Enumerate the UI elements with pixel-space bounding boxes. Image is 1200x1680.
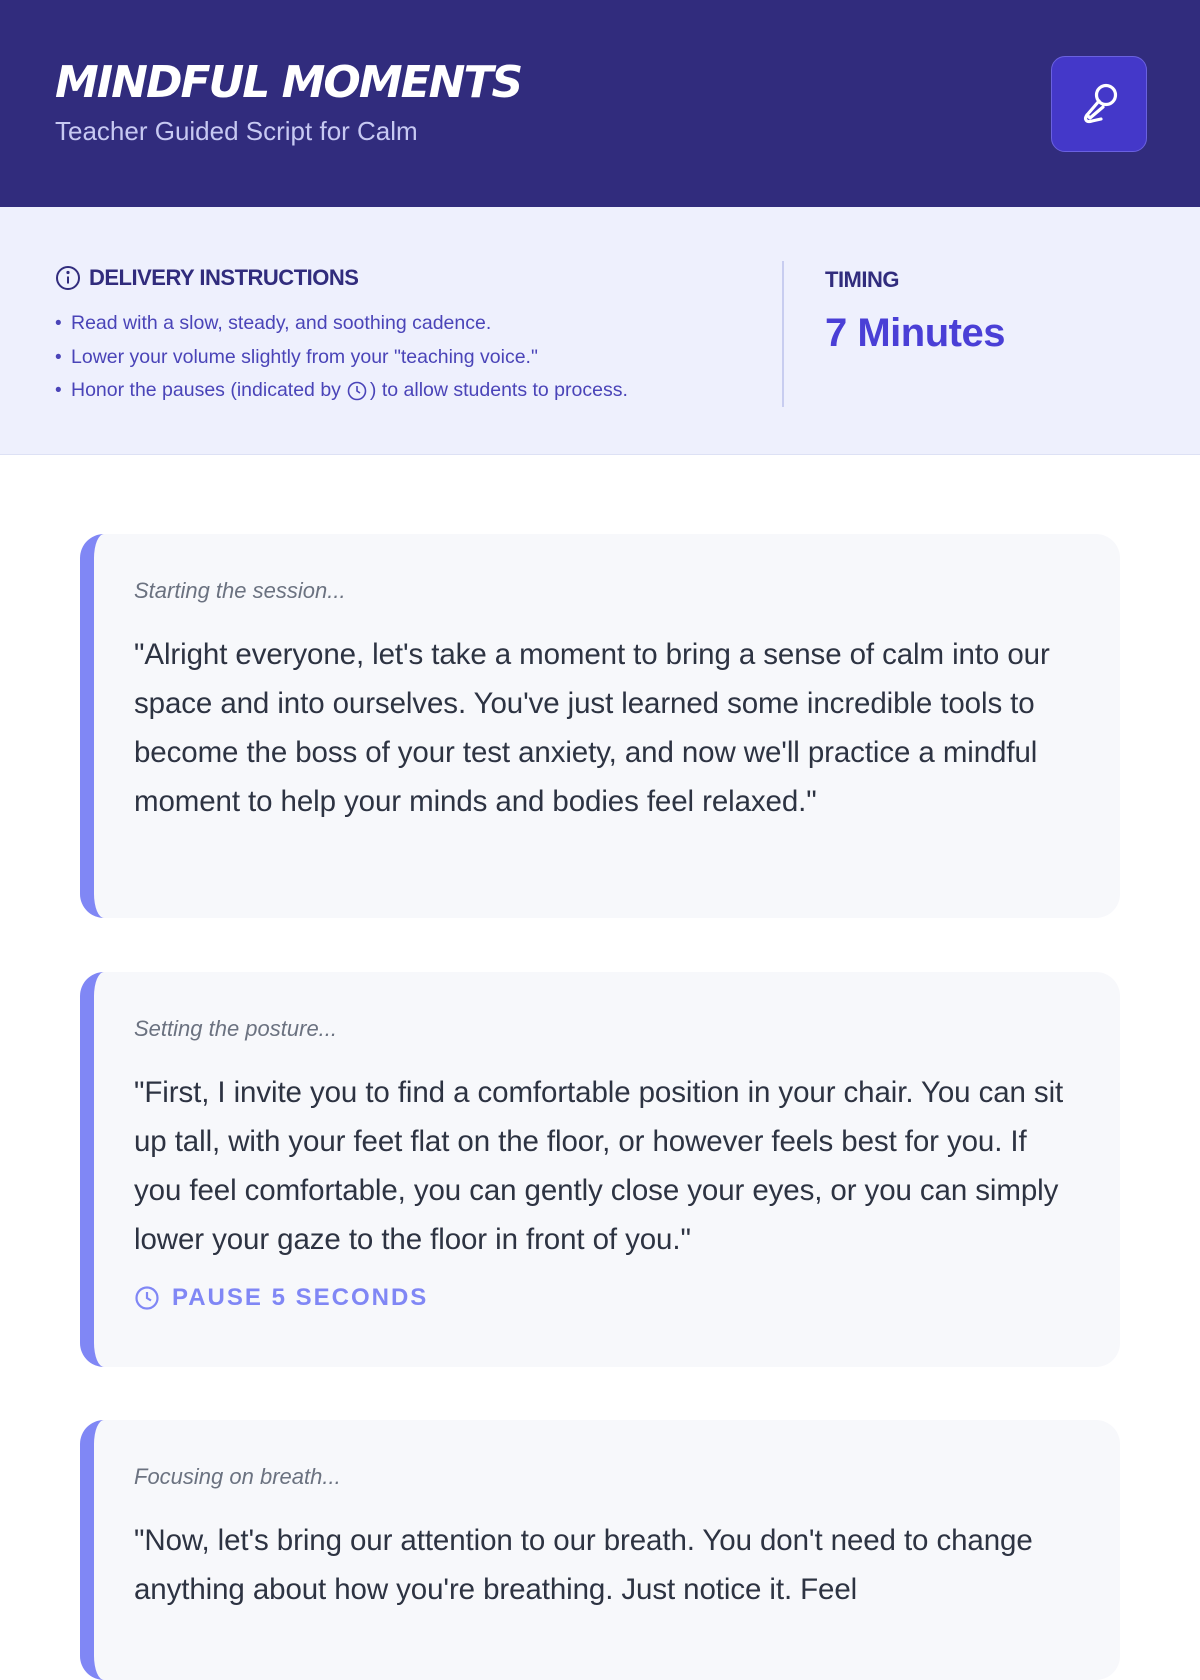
delivery-instructions-heading (55, 265, 358, 291)
pause-text: PAUSE 5 SECONDS (172, 1284, 429, 1311)
microphone-button[interactable] (1051, 56, 1147, 152)
card-text: "First, I invite you to find a comfortable position in your chair. You can sit up tall, with your feet flat on the floor, or however feels best for you. If you feel comfortable, you can gently close your eyes, or you can simply lower your gaze to the floor in front of you." (134, 1076, 1064, 1256)
list-item: • Honor the pauses (indicated by ) to allow students to process. (55, 379, 628, 401)
delivery-list (55, 307, 628, 408)
script-card (80, 534, 1120, 918)
divider (782, 261, 784, 407)
card-label: Starting the session... (134, 578, 346, 603)
clock-icon (346, 380, 368, 402)
card-label: Setting the posture... (134, 1016, 338, 1041)
clock-icon (134, 1285, 160, 1311)
page-subtitle: Teacher Guided Script for Calm (55, 116, 418, 146)
timing-value: 7 Minutes (825, 311, 1005, 355)
instructions-panel (0, 207, 1200, 455)
delivery-heading-text: DELIVERY INSTRUCTIONS (89, 265, 359, 290)
card-label: Focusing on breath... (134, 1464, 341, 1489)
microphone-icon (1076, 81, 1122, 127)
header (0, 0, 1200, 207)
list-item: • Read with a slow, steady, and soothing cadence. (55, 312, 492, 334)
info-icon (55, 265, 81, 291)
timing-label: TIMING (825, 267, 899, 292)
pause-indicator (134, 1284, 1080, 1312)
card-text: "Alright everyone, let's take a moment to bring a sense of calm into our space and into ourselves. You've just learned some incredible tools to become the boss of your test anxiety, and now we'll practice a mindful moment to help your minds and bodies feel relaxed." (134, 638, 1050, 818)
card-text: "Now, let's bring our attention to our breath. You don't need to change anything about how you're breathing. Just notice it. Feel (134, 1524, 1033, 1606)
page-title: MINDFUL MOMENTS (55, 57, 522, 108)
script-card (80, 972, 1120, 1367)
script-card (80, 1420, 1120, 1680)
list-item: • Lower your volume slightly from your "teaching voice." (55, 345, 538, 368)
